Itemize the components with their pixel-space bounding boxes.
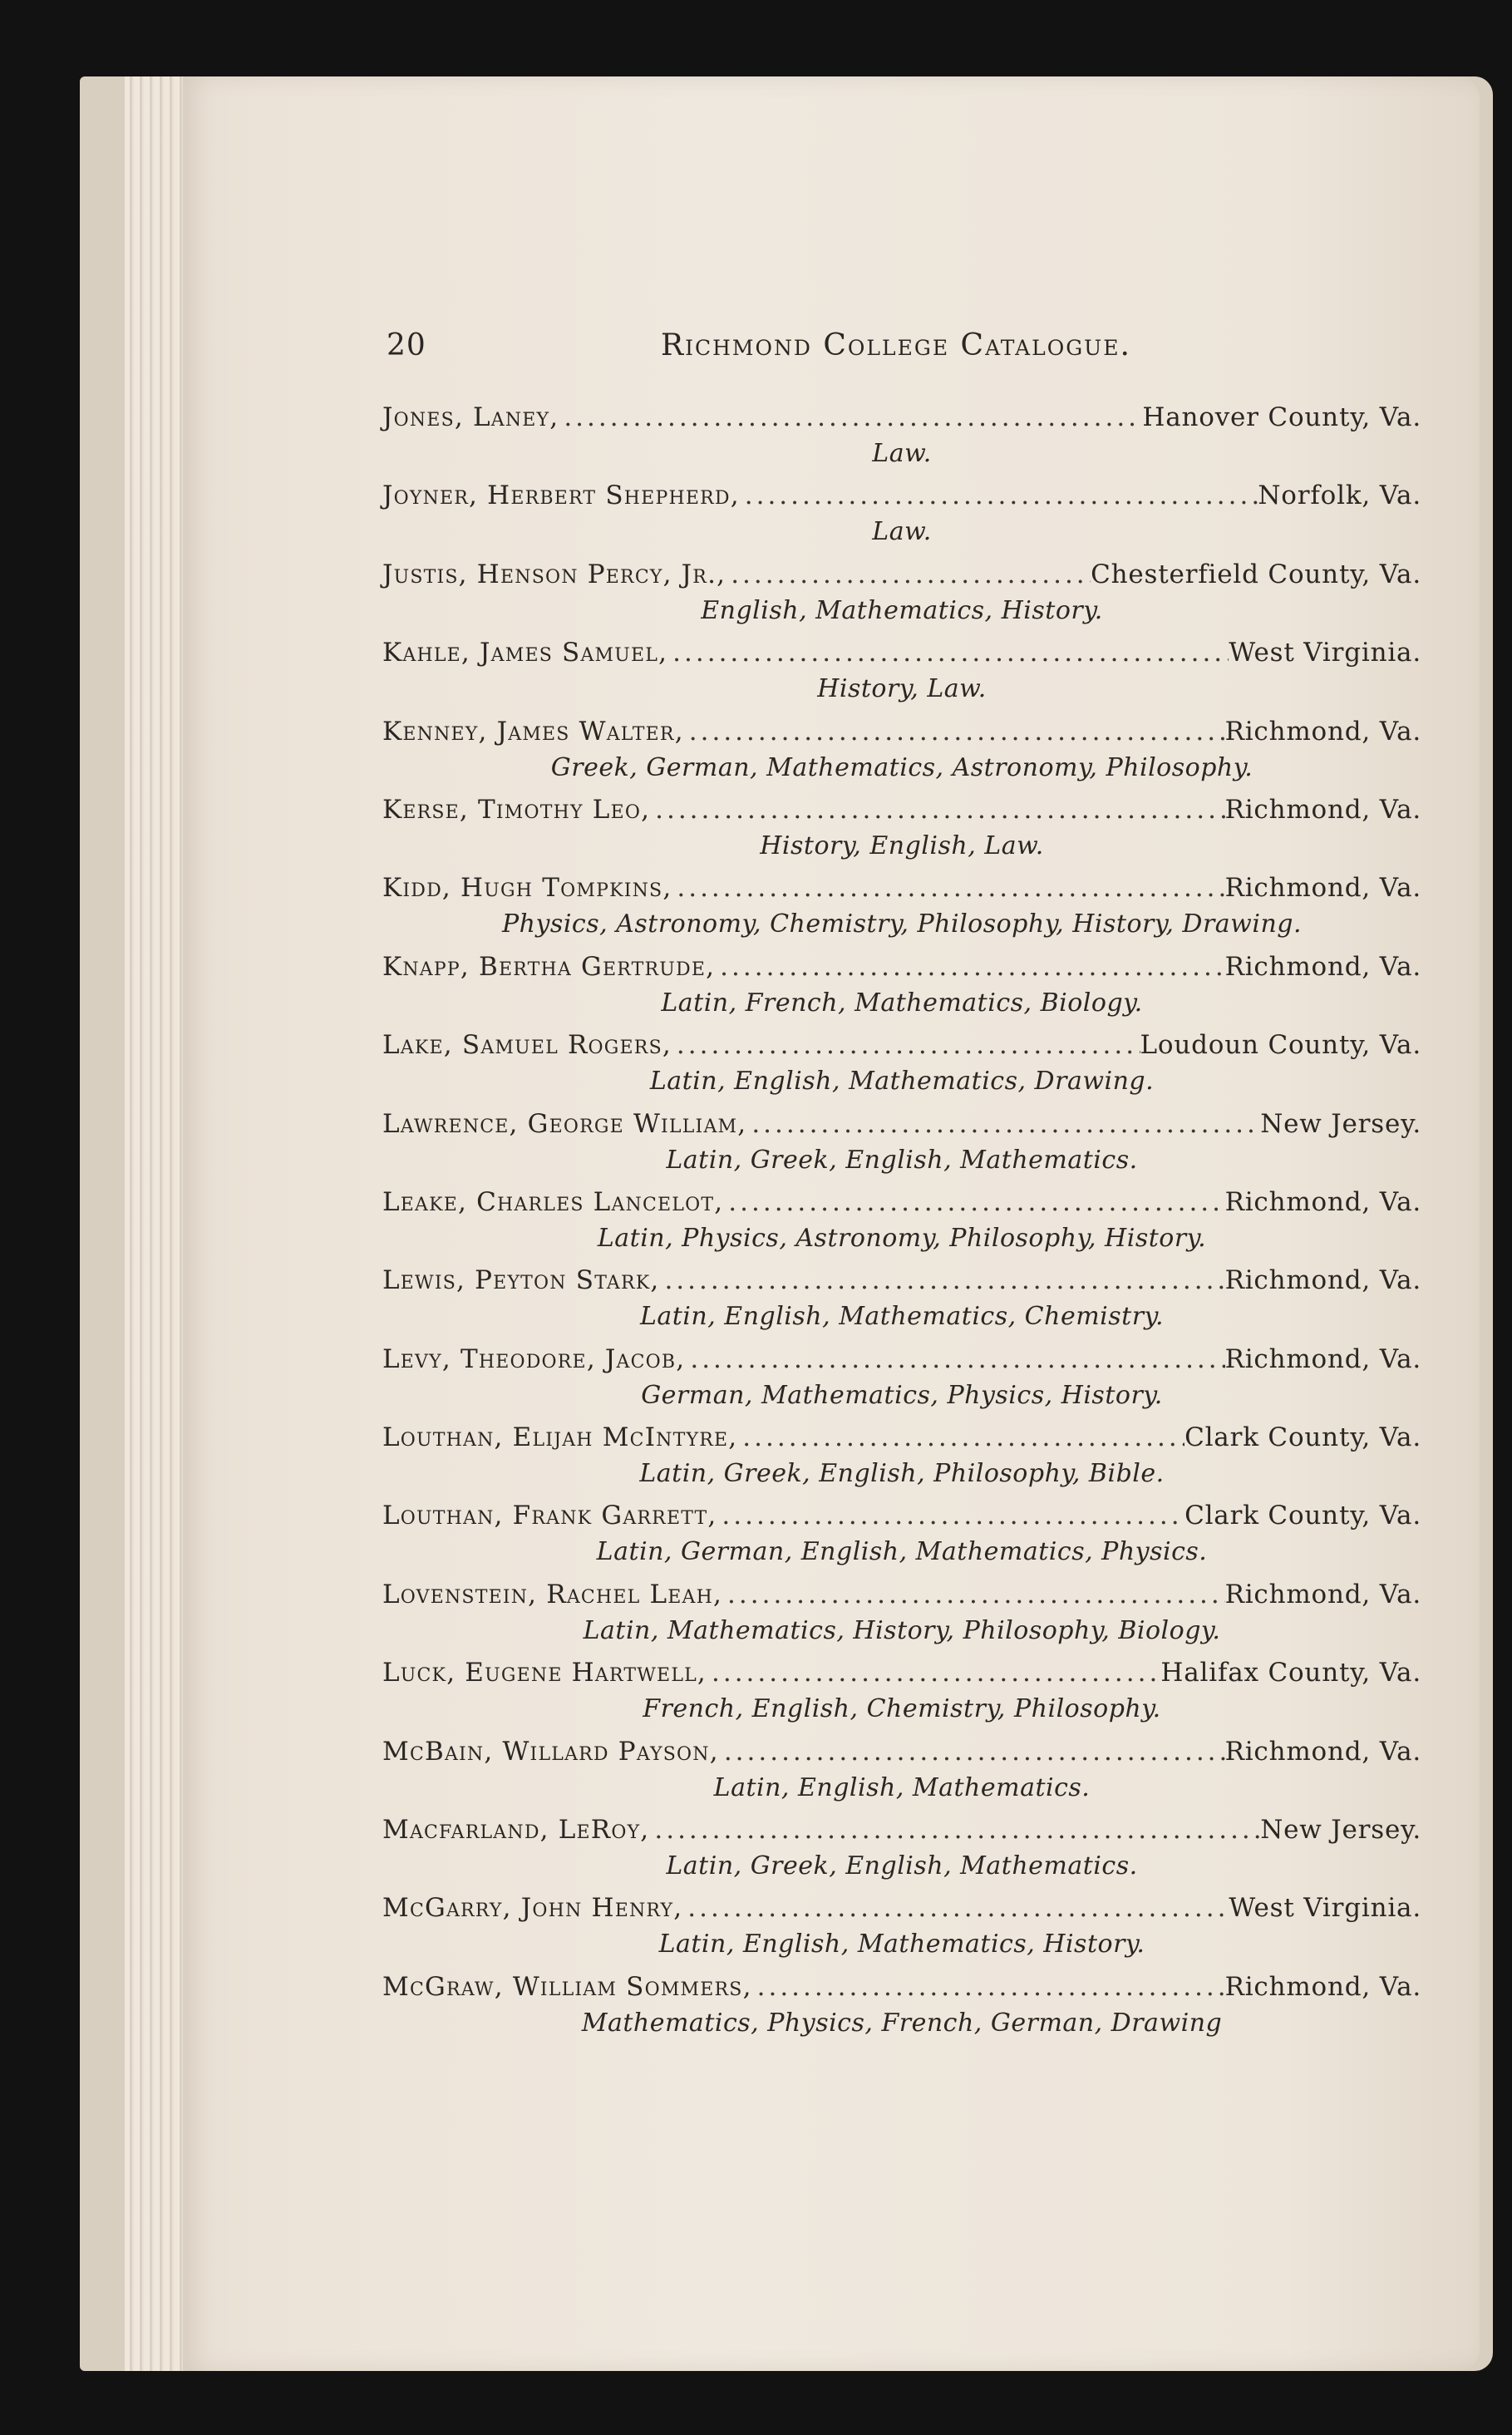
student-residence: Clark County, Va. (1184, 1501, 1421, 1531)
student-entry (382, 713, 1421, 791)
dot-leader (659, 1262, 1224, 1299)
dot-leader (682, 1890, 1229, 1926)
student-entry (382, 1106, 1421, 1184)
student-entry (382, 1027, 1421, 1105)
student-name: McBain, Willard Payson, (382, 1736, 719, 1767)
student-subjects: Latin, French, Mathematics, Biology. (661, 988, 1143, 1018)
student-residence: New Jersey. (1260, 1108, 1421, 1139)
student-residence: Richmond, Va. (1224, 716, 1421, 747)
dot-leader (672, 870, 1224, 906)
student-name: Knapp, Bertha Gertrude, (382, 951, 716, 982)
dot-leader (752, 1969, 1225, 2005)
student-entry (382, 1969, 1421, 2047)
student-name: Kahle, James Samuel, (382, 638, 668, 668)
student-entry (382, 949, 1421, 1027)
student-subjects: Latin, Mathematics, History, Philosophy, Biology. (583, 1615, 1221, 1645)
student-residence: Richmond, Va. (1224, 1186, 1421, 1217)
student-entry (382, 1811, 1421, 1890)
student-subjects: Latin, Greek, English, Mathematics. (666, 1851, 1138, 1881)
student-name: Luck, Eugene Hartwell, (382, 1658, 707, 1688)
student-residence: New Jersey. (1260, 1815, 1421, 1846)
dot-leader (650, 791, 1224, 828)
student-residence: Norfolk, Va. (1258, 481, 1421, 511)
student-entry (382, 1733, 1421, 1811)
student-subjects: Latin, English, Mathematics. (713, 1772, 1091, 1802)
student-residence: West Virginia. (1229, 1893, 1421, 1924)
dot-leader (737, 1419, 1184, 1456)
student-residence: Richmond, Va. (1224, 1736, 1421, 1767)
student-name: Lawrence, George William, (382, 1108, 747, 1139)
student-name: Louthan, Frank Garrett, (382, 1501, 717, 1531)
student-list (382, 399, 1421, 2047)
student-subjects: Mathematics, Physics, French, German, Drawing (581, 2008, 1223, 2038)
student-residence: Clark County, Va. (1184, 1422, 1421, 1453)
student-subjects: Latin, English, Mathematics, Drawing. (649, 1067, 1155, 1097)
dot-leader (707, 1654, 1160, 1691)
dot-leader (649, 1811, 1260, 1848)
student-subjects: English, Mathematics, History. (701, 595, 1103, 625)
dot-leader (723, 1184, 1224, 1220)
student-subjects: German, Mathematics, Physics, History. (641, 1380, 1163, 1410)
student-residence: Richmond, Va. (1224, 794, 1421, 825)
dot-leader (740, 477, 1258, 514)
student-entry (382, 1654, 1421, 1733)
student-name: Jones, Laney, (382, 402, 559, 432)
student-name: Macfarland, LeRoy, (382, 1815, 650, 1846)
dot-leader (726, 556, 1091, 593)
page-number: 20 (387, 328, 426, 362)
student-entry (382, 1341, 1421, 1419)
dot-leader (719, 1733, 1225, 1770)
dot-leader (715, 949, 1224, 985)
student-subjects: Law. (872, 517, 932, 547)
student-entry (382, 1184, 1421, 1262)
dot-leader (559, 399, 1142, 436)
student-name: Lake, Samuel Rogers, (382, 1030, 672, 1061)
student-name: Kenney, James Walter, (382, 716, 684, 747)
running-title: Richmond College Catalogue. (661, 328, 1131, 362)
dot-leader (746, 1106, 1260, 1142)
student-subjects: Latin, English, Mathematics, Chemistry. (639, 1302, 1165, 1332)
student-subjects: Greek, German, Mathematics, Astronomy, Philosophy. (550, 752, 1253, 782)
page-header (387, 328, 1426, 378)
student-subjects: History, Law. (817, 674, 987, 704)
student-residence: Loudoun County, Va. (1140, 1030, 1421, 1061)
student-entry (382, 870, 1421, 948)
student-residence: Hanover County, Va. (1142, 402, 1421, 432)
student-residence: West Virginia. (1229, 638, 1421, 668)
student-entry (382, 477, 1421, 555)
dot-leader (684, 713, 1225, 750)
student-residence: Chesterfield County, Va. (1091, 559, 1421, 589)
dot-leader (667, 634, 1229, 671)
student-name: Joyner, Herbert Shepherd, (382, 481, 740, 511)
student-residence: Richmond, Va. (1224, 1343, 1421, 1374)
dot-leader (722, 1576, 1225, 1613)
dot-leader (685, 1341, 1224, 1378)
student-subjects: Latin, English, Mathematics, History. (658, 1930, 1145, 1959)
student-residence: Richmond, Va. (1224, 873, 1421, 904)
dot-leader (672, 1027, 1140, 1063)
student-entry (382, 1419, 1421, 1497)
student-name: Leake, Charles Lancelot, (382, 1186, 724, 1217)
student-entry (382, 1262, 1421, 1340)
student-subjects: Latin, Greek, English, Mathematics. (666, 1145, 1138, 1175)
student-entry (382, 399, 1421, 477)
student-residence: Richmond, Va. (1224, 1971, 1421, 2002)
student-residence: Richmond, Va. (1224, 951, 1421, 982)
student-subjects: Law. (872, 439, 932, 468)
student-name: Justis, Henson Percy, Jr., (382, 559, 726, 589)
student-name: Kidd, Hugh Tompkins, (382, 873, 672, 904)
student-subjects: Latin, Greek, English, Philosophy, Bible. (639, 1459, 1165, 1489)
student-name: McGraw, William Sommers, (382, 1971, 752, 2002)
student-entry (382, 634, 1421, 712)
student-entry (382, 556, 1421, 634)
student-subjects: Latin, German, English, Mathematics, Physics. (596, 1537, 1208, 1567)
student-entry (382, 1890, 1421, 1968)
student-name: McGarry, John Henry, (382, 1893, 683, 1924)
student-residence: Richmond, Va. (1224, 1265, 1421, 1296)
dot-leader (717, 1497, 1184, 1534)
student-subjects: Latin, Physics, Astronomy, Philosophy, History. (597, 1223, 1207, 1253)
student-residence: Richmond, Va. (1224, 1579, 1421, 1609)
student-name: Lewis, Peyton Stark, (382, 1265, 660, 1296)
student-entry (382, 791, 1421, 870)
student-entry (382, 1576, 1421, 1654)
student-subjects: History, English, Law. (760, 831, 1044, 860)
student-entry (382, 1497, 1421, 1575)
student-residence: Halifax County, Va. (1160, 1658, 1421, 1688)
student-subjects: French, English, Chemistry, Philosophy. (643, 1694, 1161, 1724)
student-name: Lovenstein, Rachel Leah, (382, 1579, 723, 1609)
student-name: Louthan, Elijah McIntyre, (382, 1422, 738, 1453)
student-subjects: Physics, Astronomy, Chemistry, Philosophy, History, Drawing. (501, 909, 1303, 939)
student-name: Levy, Theodore, Jacob, (382, 1343, 686, 1374)
student-name: Kerse, Timothy Leo, (382, 794, 651, 825)
